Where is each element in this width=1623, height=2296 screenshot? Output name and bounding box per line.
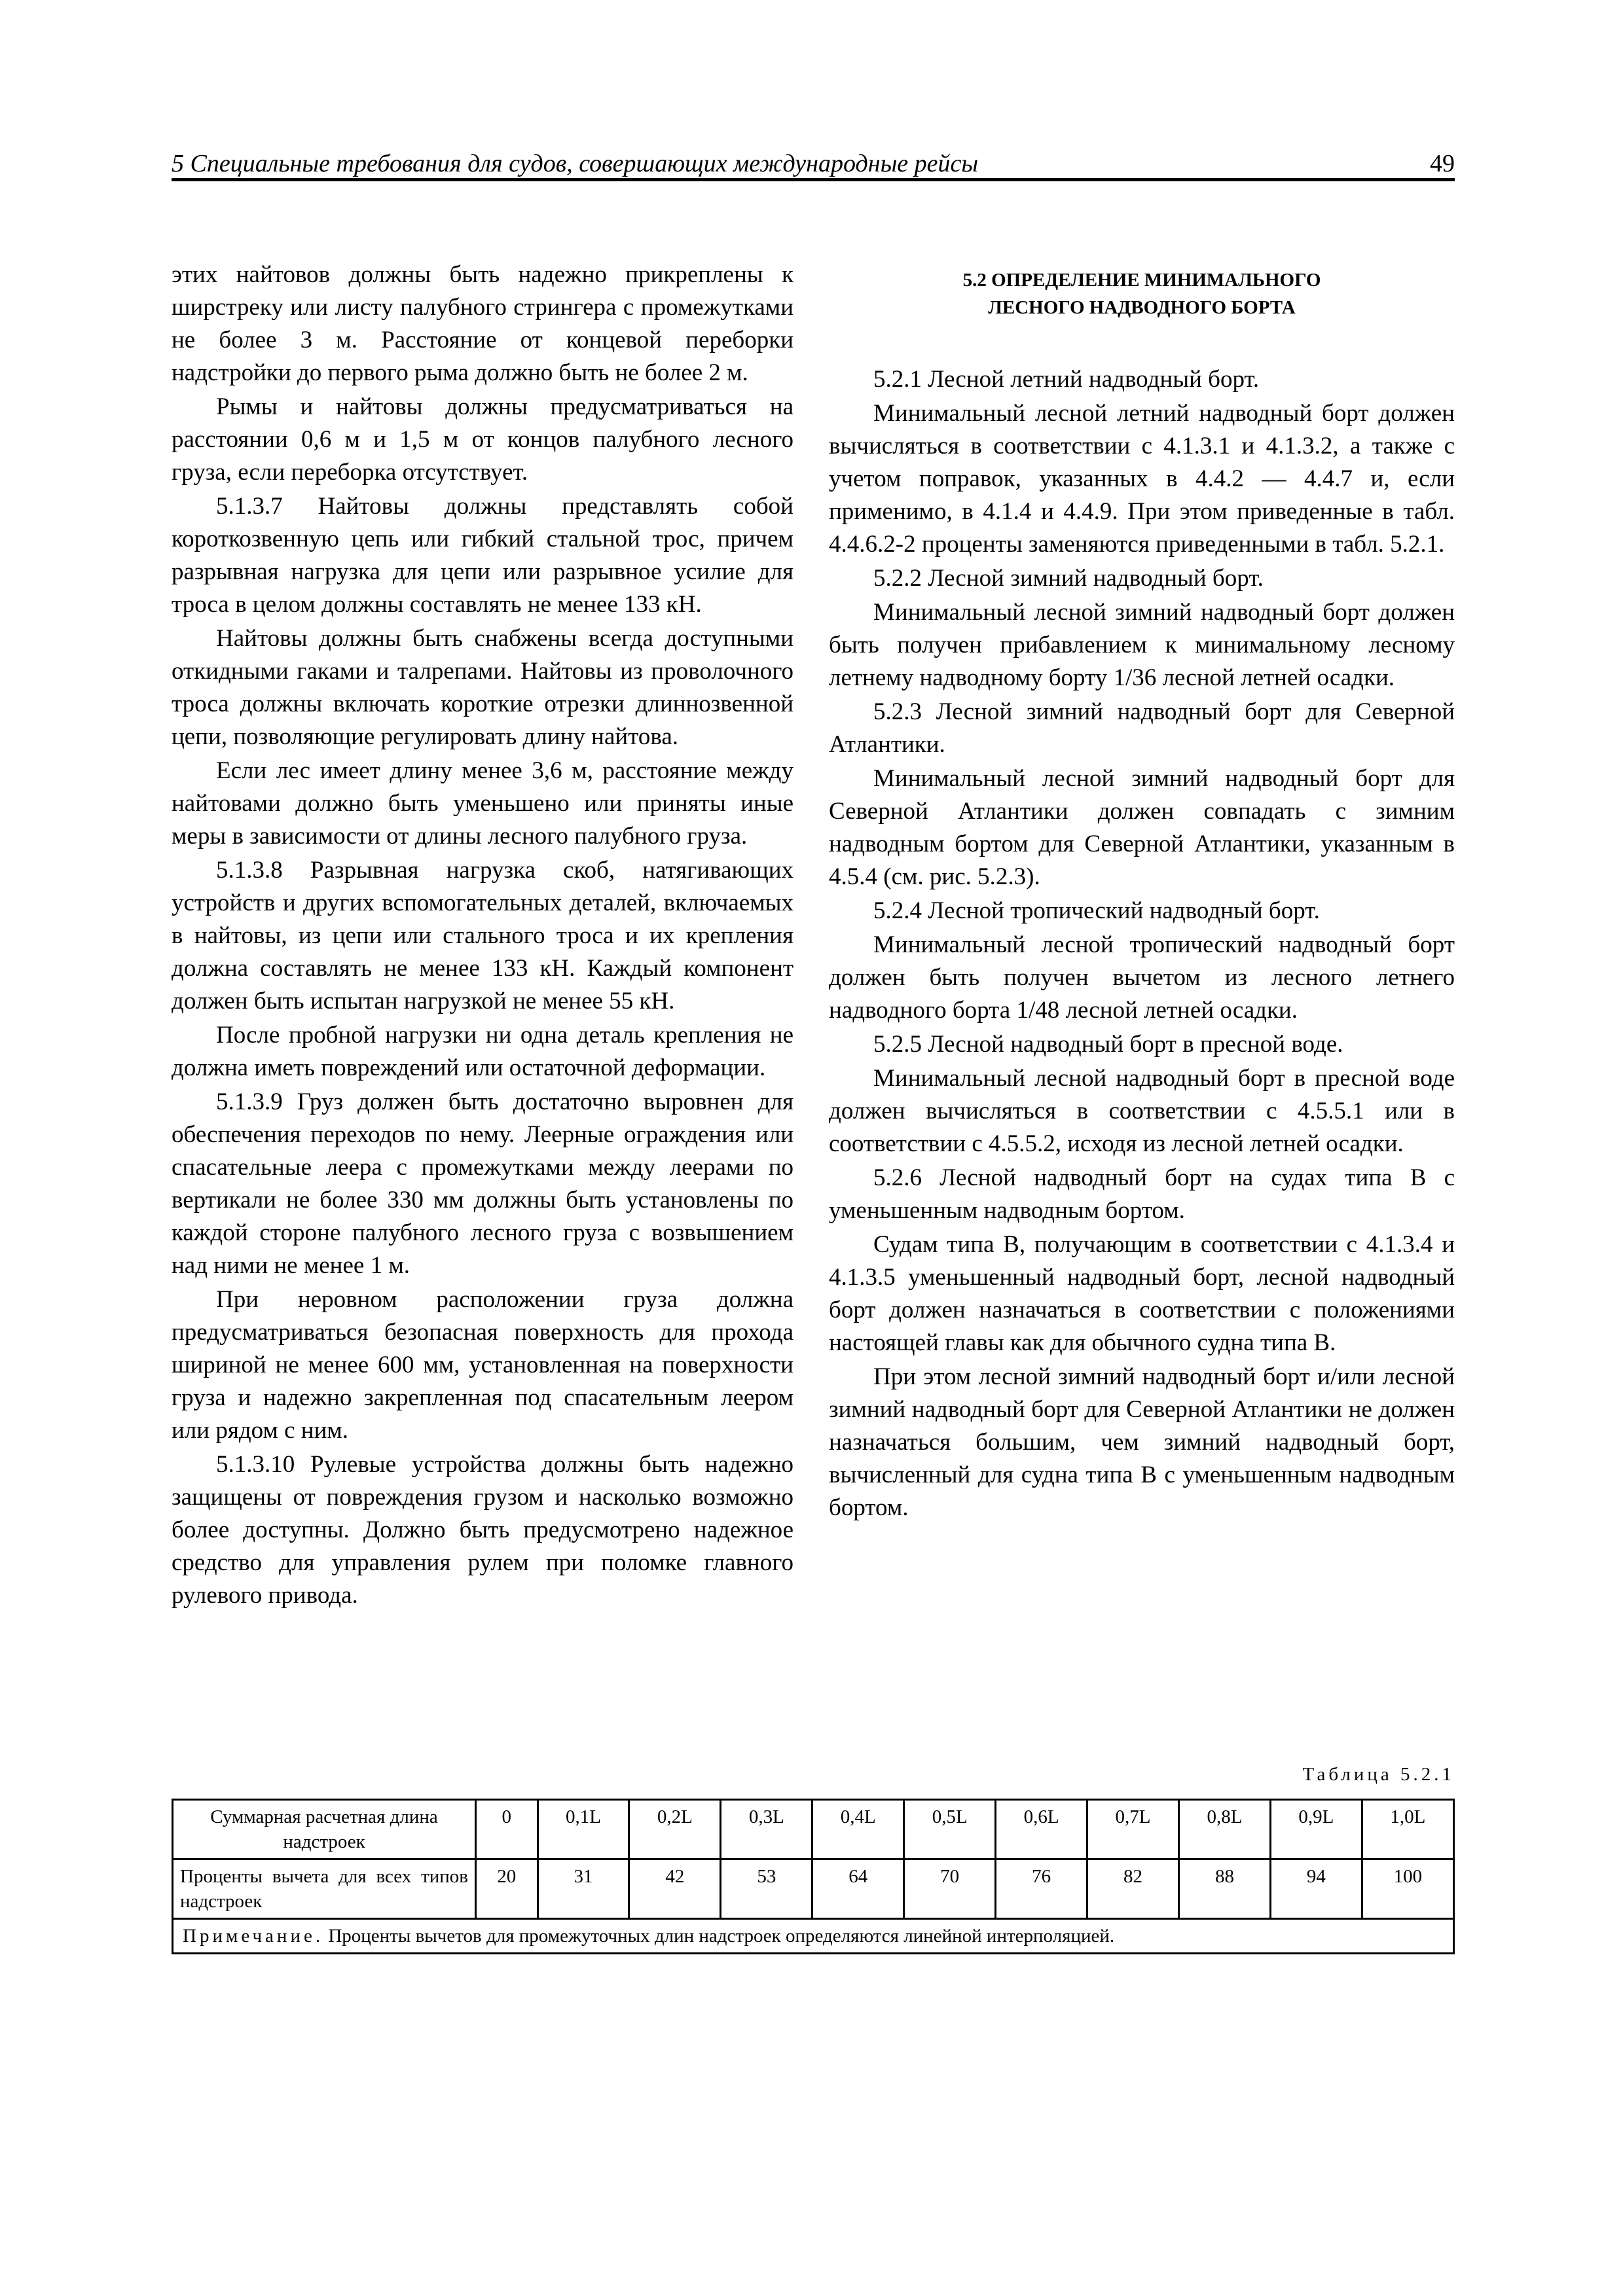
subsection-heading: 5.2.3 Лесной зимний надводный борт для Северной Атлантики. (829, 698, 1455, 758)
section-number: 5.1.3.9 (216, 1088, 283, 1115)
table-cell: 0,1L (538, 1800, 629, 1859)
table-note (173, 1919, 1454, 1954)
section-number: 5.2.4 (873, 897, 922, 924)
paragraph: После пробной нагрузки ни одна деталь крепления не должна иметь повреждений или остаточной деформации. (172, 1022, 793, 1081)
table-cell: 20 (476, 1859, 538, 1919)
table-cell: 64 (812, 1859, 904, 1919)
paragraph: 5.1.3.10 Рулевые устройства должны быть надежно защищены от повреждения грузом и насколько возможно более доступны. Должно быть предусмотрено надежное средство для управления рулем при поломке главного рулевого привода. (172, 1451, 793, 1609)
left-column (172, 259, 793, 1613)
table-cell: 0 (476, 1800, 538, 1859)
page-number: 49 (1430, 150, 1455, 177)
table-cell: 31 (538, 1859, 629, 1919)
paragraph: Минимальный лесной зимний надводный борт должен быть получен прибавлением к минимальному лесному летнему надводному борту 1/36 лесной летней осадки. (829, 599, 1455, 691)
table-cell: 76 (996, 1859, 1087, 1919)
table-note-row (173, 1919, 1454, 1954)
table-row-header: Проценты вычета для всех типов надстроек (173, 1859, 476, 1919)
running-header (172, 149, 1455, 181)
subsection-heading: 5.2.6 Лесной надводный борт на судах типа В с уменьшенным надводным бортом. (829, 1164, 1455, 1224)
table-cell: 0,7L (1087, 1800, 1179, 1859)
section-number: 5.2.6 (873, 1164, 922, 1191)
data-table (172, 1799, 1455, 1954)
table-cell: 1,0L (1362, 1800, 1453, 1859)
table-cell: 0,2L (629, 1800, 721, 1859)
table-cell: 42 (629, 1859, 721, 1919)
right-column (829, 259, 1455, 1526)
paragraph: 5.1.3.8 Разрывная нагрузка скоб, натягивающих устройств и других вспомогательных деталей, включаемых в найтовы, из цепи или стального троса и их крепления должна составлять не менее 133 кН. Каждый компонент должен быть испытан нагрузкой не менее 55 кН. (172, 857, 793, 1014)
paragraph: 5.1.3.7 Найтовы должны представлять собой короткозвенную цепь или гибкий стальной трос, причем разрывная нагрузка для цепи или разрывное усилие для троса в целом должны составлять не менее 133 кН. (172, 493, 793, 618)
paragraph: 5.1.3.9 Груз должен быть достаточно выровнен для обеспечения переходов по нему. Леерные ограждения или спасательные леера с промежутками между леерами по вертикали не более 330 мм должны быть установлены по каждой стороне палубного лесного груза с возвышением над ними не менее 1 м. (172, 1088, 793, 1279)
section-title-line: ЛЕСНОГО НАДВОДНОГО БОРТА (988, 297, 1296, 318)
subsection-heading: 5.2.1 Лесной летний надводный борт. (873, 366, 1260, 393)
running-header-title: 5 Специальные требования для судов, совершающих международные рейсы (172, 150, 979, 177)
paragraph: Минимальный лесной тропический надводный борт должен быть получен вычетом из лесного летнего надводного борта 1/48 лесной летней осадки. (829, 931, 1455, 1024)
paragraph: Минимальный лесной надводный борт в пресной воде должен вычисляться в соответствии с 4.5.5.1 или в соответствии с 4.5.5.2, исходя из лесной летней осадки. (829, 1065, 1455, 1157)
table-cell: 0,5L (904, 1800, 996, 1859)
paragraph: этих найтовов должны быть надежно прикреплены к ширстреку или листу палубного стрингера с промежутками не более 3 м. Расстояние от концевой переборки надстройки до первого рыма должно быть не более 2 м. (172, 261, 793, 386)
table-caption: Таблица 5.2.1 (1302, 1764, 1455, 1785)
paragraph: Минимальный лесной летний надводный борт должен вычисляться в соответствии с 4.1.3.1 и 4.1.3.2, а также с учетом поправок, указанных в 4.4.2 — 4.4.7 и, если применимо, в 4.1.4 и 4.4.9. При этом приведенные в табл. 4.4.6.2-2 проценты заменяются приведенными в табл. 5.2.1. (829, 400, 1455, 558)
section-number: 5.1.3.8 (216, 857, 283, 884)
table-row-header: Суммарная расчетная длина надстроек (173, 1800, 476, 1859)
table-note-text: Проценты вычетов для промежуточных длин надстроек определяются линейной интерполяцией. (328, 1926, 1115, 1946)
paragraph: Судам типа В, получающим в соответствии с 4.1.3.4 и 4.1.3.5 уменьшенный надводный борт, лесной надводный борт должен назначаться в соответствии с положениями настоящей главы как для обычного судна типа В. (829, 1231, 1455, 1356)
paragraph: Если лес имеет длину менее 3,6 м, расстояние между найтовами должно быть уменьшено или приняты иные меры в зависимости от длины лесного палубного груза. (172, 757, 793, 850)
subsection-heading: 5.2.5 Лесной надводный борт в пресной воде. (873, 1031, 1343, 1058)
table-cell: 100 (1362, 1859, 1453, 1919)
table-cell: 94 (1270, 1859, 1362, 1919)
subsection-heading: 5.2.2 Лесной зимний надводный борт. (873, 565, 1264, 592)
table-cell: 82 (1087, 1859, 1179, 1919)
section-number: 5.2.3 (873, 698, 922, 725)
paragraph: При неровном расположении груза должна предусматриваться безопасная поверхность для прохода шириной не менее 600 мм, установленная на поверхности груза и надежно закрепленная под спасательным леером или рядом с ним. (172, 1286, 793, 1444)
table-cell: 70 (904, 1859, 996, 1919)
section-title-line: 5.2 ОПРЕДЕЛЕНИЕ МИНИМАЛЬНОГО (962, 270, 1321, 291)
section-number: 5.2.1 (873, 366, 922, 393)
table-cell: 53 (721, 1859, 812, 1919)
paragraph: При этом лесной зимний надводный борт и/или лесной зимний надводный борт для Северной Атлантики не должен назначаться большим, чем зимний надводный борт, вычисленный для судна типа В с уменьшенным надводным бортом. (829, 1363, 1455, 1521)
table-row (173, 1800, 1454, 1859)
section-number: 5.1.3.10 (216, 1451, 295, 1478)
section-title (829, 266, 1455, 321)
table-cell: 0,6L (996, 1800, 1087, 1859)
section-number: 5.2.2 (873, 565, 922, 592)
table-cell: 0,9L (1270, 1800, 1362, 1859)
subsection-heading: 5.2.4 Лесной тропический надводный борт. (873, 897, 1320, 924)
paragraph: Минимальный лесной зимний надводный борт для Северной Атлантики должен совпадать с зимним надводным бортом для Северной Атлантики, указанным в 4.5.4 (см. рис. 5.2.3). (829, 765, 1455, 890)
table-row (173, 1859, 1454, 1919)
section-number: 5.1.3.7 (216, 493, 283, 520)
section-number: 5.2.5 (873, 1031, 922, 1058)
table-note-label: Примечание. (183, 1926, 324, 1946)
table-cell: 0,3L (721, 1800, 812, 1859)
paragraph: Найтовы должны быть снабжены всегда доступными откидными гаками и талрепами. Найтовы из проволочного троса должны включать короткие отрезки длиннозвенной цепи, позволяющие регулировать длину найтова. (172, 625, 793, 750)
table-cell: 88 (1178, 1859, 1270, 1919)
table-cell: 0,4L (812, 1800, 904, 1859)
paragraph: Рымы и найтовы должны предусматриваться на расстоянии 0,6 м и 1,5 м от концов палубного лесного груза, если переборка отсутствует. (172, 393, 793, 486)
table-cell: 0,8L (1178, 1800, 1270, 1859)
